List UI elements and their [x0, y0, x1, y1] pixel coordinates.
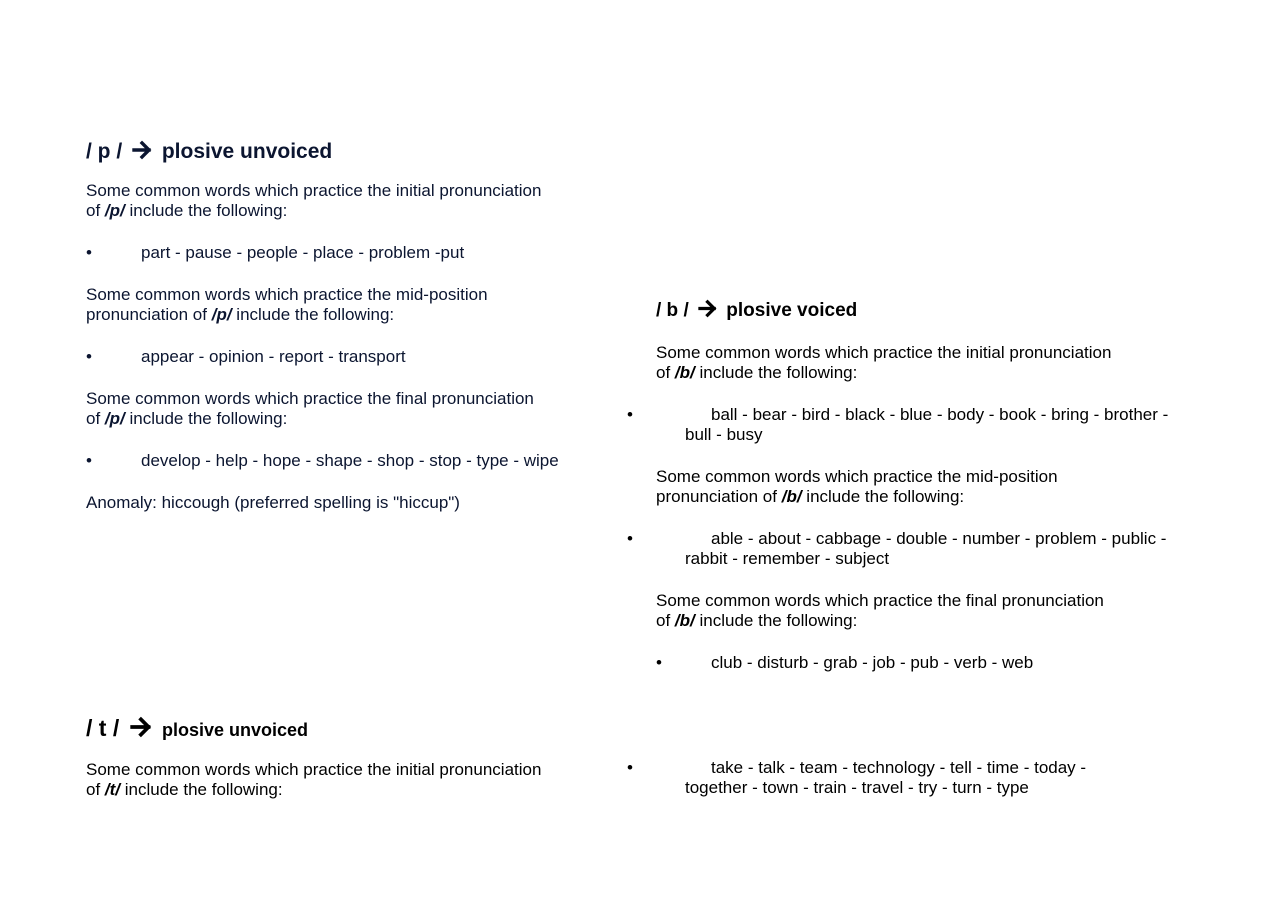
- b-heading: [656, 299, 1176, 323]
- p-section: [86, 139, 586, 513]
- b-heading-desc: plosive voiced: [726, 300, 858, 321]
- b-initial-intro: [656, 343, 1176, 383]
- b-mid-intro-of: pronunciation of: [656, 487, 777, 506]
- t-heading: [86, 714, 606, 744]
- p-mid-words: appear - opinion - report - transport: [141, 347, 406, 366]
- right-arrow-icon: [130, 716, 154, 738]
- b-initial-intro-line: Some common words which practice the initial pronunciation: [656, 343, 1112, 362]
- t-symbol: /t/: [104, 780, 121, 799]
- b-mid-intro-tail: include the following:: [806, 487, 965, 506]
- t-initial-intro: [86, 760, 606, 800]
- t-initial-intro-of: of: [86, 780, 101, 799]
- b-mid-intro: [656, 467, 1176, 507]
- b-mid-words: able - about - cabbage - double - number - problem - public - rabbit - remember - subject: [685, 529, 1167, 568]
- b-section: [627, 299, 1176, 673]
- b-initial-word-list: [627, 405, 1176, 445]
- p-heading-symbol: / p /: [86, 140, 123, 163]
- p-initial-intro-line: Some common words which practice the initial pronunciation: [86, 181, 542, 200]
- p-mid-intro-line: Some common words which practice the mid-position: [86, 285, 488, 304]
- right-arrow-icon: [132, 140, 154, 160]
- t-initial-word-list: [627, 758, 1126, 798]
- b-initial-intro-of: of: [656, 363, 671, 382]
- b-initial-words: ball - bear - bird - black - blue - body - book - bring - brother - bull - busy: [685, 405, 1169, 444]
- b-mid-intro-line: Some common words which practice the mid-position: [656, 467, 1058, 486]
- t-initial-intro-line: Some common words which practice the initial pronunciation: [86, 760, 542, 779]
- p-heading: [86, 139, 586, 165]
- b-final-intro: [656, 591, 1176, 631]
- t-section: [86, 714, 606, 800]
- t-initial-words: take - talk - team - technology - tell - time - today - together - town - train - travel - try - turn - type: [685, 758, 1087, 797]
- bullet-icon: •: [627, 405, 633, 424]
- p-final-intro-line: Some common words which practice the final pronunciation: [86, 389, 534, 408]
- p-final-word-list: [86, 451, 586, 471]
- p-symbol: /p/: [104, 201, 125, 220]
- p-final-intro-of: of: [86, 409, 101, 428]
- p-initial-intro-tail: include the following:: [129, 201, 288, 220]
- p-mid-intro: [86, 285, 586, 325]
- p-final-words: develop - help - hope - shape - shop - stop - type - wipe: [141, 451, 559, 470]
- p-initial-intro-of: of: [86, 201, 101, 220]
- t-heading-desc: plosive unvoiced: [162, 720, 309, 740]
- b-initial-intro-tail: include the following:: [699, 363, 858, 382]
- b-final-word-list: [656, 653, 1176, 673]
- b-final-words: club - disturb - grab - job - pub - verb - web: [711, 653, 1034, 672]
- b-symbol: /b/: [674, 363, 695, 382]
- p-initial-word-list: [86, 243, 586, 263]
- b-final-intro-tail: include the following:: [699, 611, 858, 630]
- p-symbol: /p/: [211, 305, 232, 324]
- b-mid-word-list: [627, 529, 1176, 569]
- p-initial-intro: [86, 181, 586, 221]
- bullet-icon: •: [656, 653, 662, 672]
- b-symbol: /b/: [674, 611, 695, 630]
- b-symbol: /b/: [781, 487, 802, 506]
- t-initial-intro-tail: include the following:: [124, 780, 283, 799]
- t-heading-symbol: / t /: [86, 715, 120, 741]
- p-initial-words: part - pause - people - place - problem -put: [141, 243, 465, 262]
- b-final-intro-of: of: [656, 611, 671, 630]
- p-heading-desc: plosive unvoiced: [161, 140, 333, 163]
- bullet-icon: •: [86, 451, 92, 470]
- right-arrow-icon: [698, 299, 719, 318]
- p-final-intro: [86, 389, 586, 429]
- bullet-icon: •: [627, 758, 633, 777]
- bullet-icon: •: [86, 243, 92, 262]
- p-anomaly: Anomaly: hiccough (preferred spelling is "hiccup"): [86, 493, 460, 512]
- b-heading-symbol: / b /: [656, 300, 689, 321]
- p-final-intro-tail: include the following:: [129, 409, 288, 428]
- p-symbol: /p/: [104, 409, 125, 428]
- bullet-icon: •: [627, 529, 633, 548]
- p-mid-word-list: [86, 347, 586, 367]
- t-word-list-block: [627, 758, 1126, 798]
- p-mid-intro-tail: include the following:: [236, 305, 395, 324]
- bullet-icon: •: [86, 347, 92, 366]
- p-mid-intro-of: pronunciation of: [86, 305, 207, 324]
- b-final-intro-line: Some common words which practice the final pronunciation: [656, 591, 1104, 610]
